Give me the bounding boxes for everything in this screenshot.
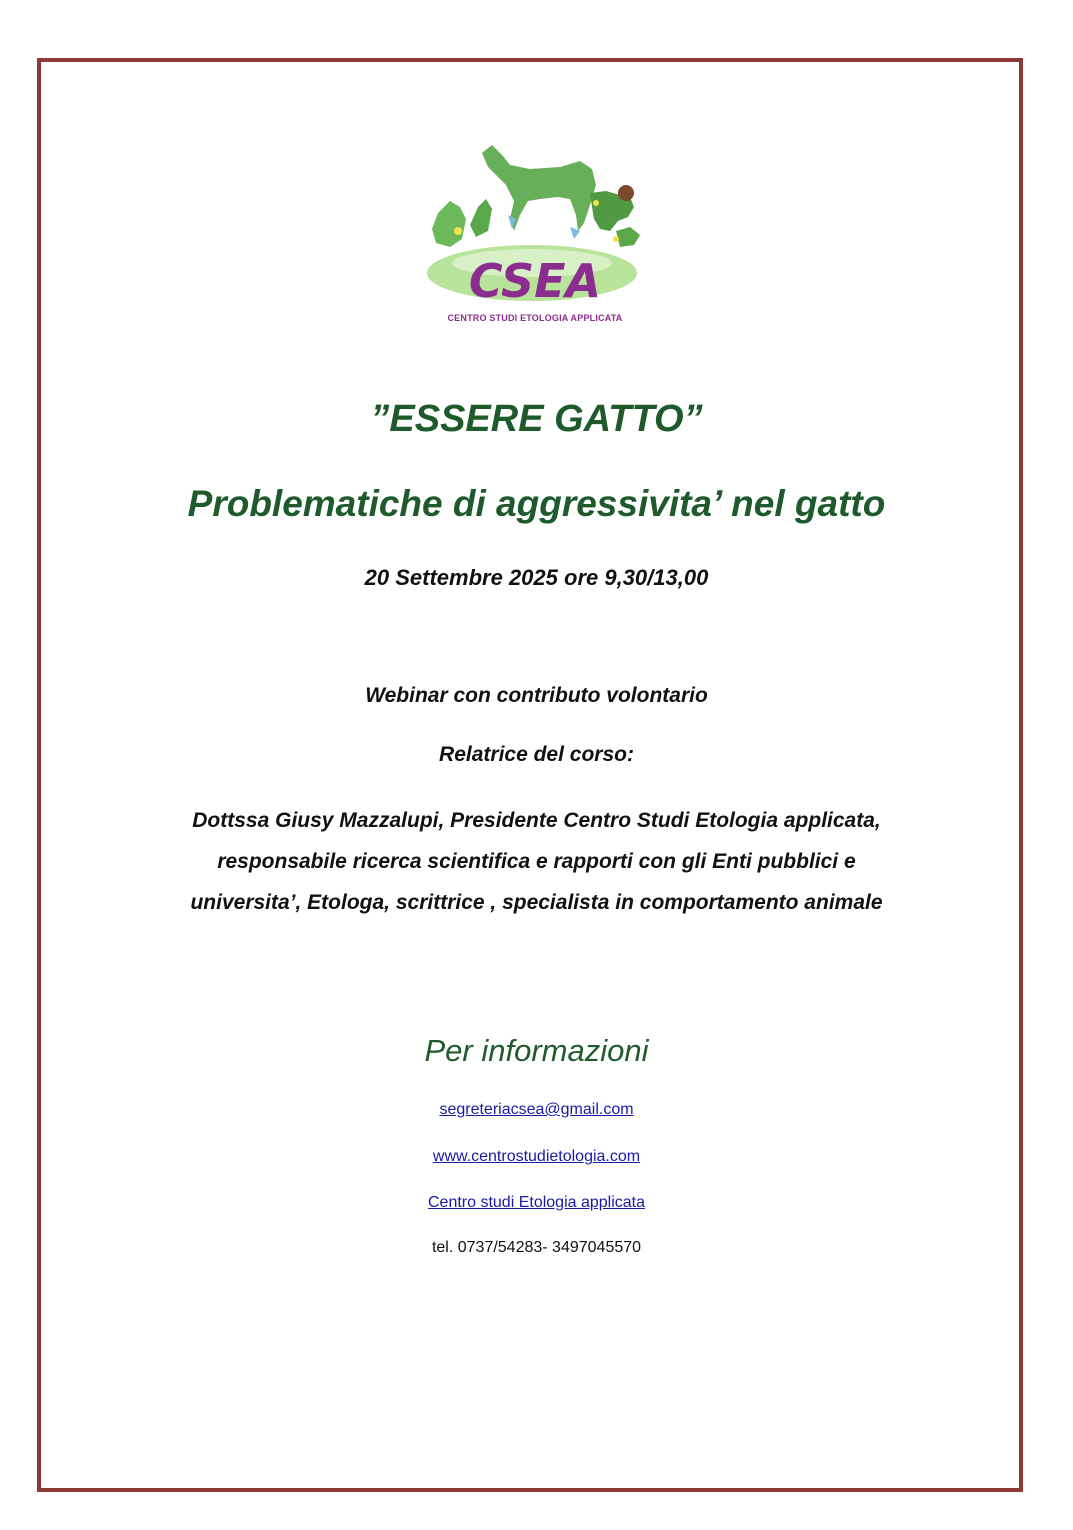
event-subtitle: Problematiche di aggressivita’ nel gatto bbox=[187, 483, 886, 524]
horse-silhouette-icon bbox=[482, 145, 596, 231]
speaker-bio-line: Dottssa Giusy Mazzalupi, Presidente Centro Studi Etologia applicata, bbox=[192, 809, 881, 832]
speaker-bio bbox=[0, 800, 1073, 923]
contact-website-row bbox=[0, 1148, 1073, 1166]
dog-head-icon bbox=[618, 185, 634, 201]
contact-phone: tel. 0737/54283- 3497045570 bbox=[431, 1239, 642, 1256]
info-heading: Per informazioni bbox=[424, 1033, 649, 1068]
flower3-icon bbox=[593, 200, 599, 206]
flower-icon bbox=[454, 227, 462, 235]
event-datetime: 20 Settembre 2025 ore 9,30/13,00 bbox=[364, 565, 709, 590]
csea-logo-graphic bbox=[420, 135, 650, 315]
speaker-label: Relatrice del corso: bbox=[439, 743, 634, 766]
event-title: ”ESSERE GATTO” bbox=[370, 398, 703, 440]
email-link[interactable]: segreteriacsea@gmail.com bbox=[439, 1101, 634, 1118]
speaker-bio-line: universita’, Etologa, scrittrice , specialista in comportamento animale bbox=[190, 891, 883, 914]
cat-silhouette-icon bbox=[432, 201, 466, 247]
contact-email-row bbox=[0, 1101, 1073, 1119]
csea-logo bbox=[420, 135, 650, 330]
event-format: Webinar con contributo volontario bbox=[365, 684, 708, 707]
logo-subtitle: CENTRO STUDI ETOLOGIA APPLICATA bbox=[447, 313, 623, 323]
flower2-icon bbox=[613, 236, 619, 242]
website-link[interactable]: www.centrostudietologia.com bbox=[432, 1148, 641, 1165]
social-link[interactable]: Centro studi Etologia applicata bbox=[427, 1194, 646, 1211]
logo-acronym: CSEA bbox=[468, 254, 602, 308]
contact-social-row bbox=[0, 1194, 1073, 1212]
speaker-bio-line: responsabile ricerca scientifica e rapporti con gli Enti pubblici e bbox=[217, 850, 856, 873]
cat2-silhouette-icon bbox=[470, 199, 492, 237]
duck-silhouette-icon bbox=[616, 227, 640, 247]
